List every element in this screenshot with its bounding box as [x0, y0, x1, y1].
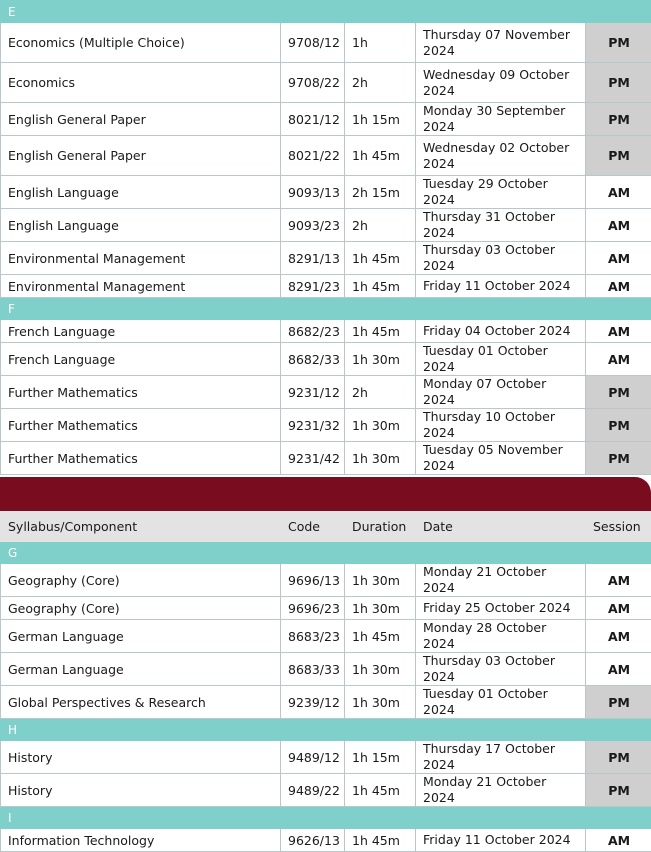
table-row — [1, 686, 651, 719]
table-row — [1, 597, 651, 620]
cell-date: Thursday 17 October 2024 — [416, 741, 586, 774]
cell-date: Tuesday 29 October 2024 — [416, 176, 586, 209]
section-divider-banner — [0, 477, 651, 511]
section-letter-row — [1, 719, 651, 741]
table-row — [1, 829, 651, 852]
cell-syllabus: Economics — [1, 63, 281, 103]
cell-date: Monday 07 October 2024 — [416, 376, 586, 409]
cell-duration: 1h 45m — [345, 774, 416, 807]
cell-duration: 2h 15m — [345, 176, 416, 209]
table-row — [1, 620, 651, 653]
cell-code: 8021/12 — [281, 103, 345, 136]
cell-duration: 1h 30m — [345, 597, 416, 620]
header-session: Session — [586, 512, 651, 542]
cell-syllabus: Geography (Core) — [1, 597, 281, 620]
cell-session: PM — [586, 23, 651, 63]
section-letter: G — [1, 542, 651, 564]
cell-duration: 1h 30m — [345, 343, 416, 376]
cell-session: PM — [586, 409, 651, 442]
cell-code: 9093/23 — [281, 209, 345, 242]
table-row — [1, 209, 651, 242]
cell-syllabus: English Language — [1, 209, 281, 242]
cell-session: AM — [586, 620, 651, 653]
cell-duration: 1h — [345, 23, 416, 63]
cell-syllabus: English General Paper — [1, 103, 281, 136]
cell-duration: 1h 30m — [345, 442, 416, 475]
section-letter: I — [1, 807, 651, 829]
cell-duration: 1h 45m — [345, 320, 416, 343]
cell-code: 9708/12 — [281, 23, 345, 63]
section-letter-row — [1, 807, 651, 829]
cell-session: PM — [586, 774, 651, 807]
cell-syllabus: German Language — [1, 653, 281, 686]
cell-code: 9231/32 — [281, 409, 345, 442]
cell-syllabus: German Language — [1, 620, 281, 653]
cell-duration: 1h 45m — [345, 620, 416, 653]
table-row — [1, 741, 651, 774]
cell-code: 8291/23 — [281, 275, 345, 298]
table-row — [1, 320, 651, 343]
cell-duration: 2h — [345, 209, 416, 242]
cell-date: Thursday 31 October 2024 — [416, 209, 586, 242]
cell-duration: 1h 45m — [345, 275, 416, 298]
cell-session: AM — [586, 653, 651, 686]
cell-session: PM — [586, 686, 651, 719]
section-letter-row — [1, 298, 651, 320]
header-date: Date — [416, 512, 586, 542]
cell-code: 9093/13 — [281, 176, 345, 209]
cell-session: AM — [586, 829, 651, 852]
cell-syllabus: English General Paper — [1, 136, 281, 176]
cell-code: 8682/33 — [281, 343, 345, 376]
cell-duration: 2h — [345, 376, 416, 409]
cell-syllabus: French Language — [1, 320, 281, 343]
cell-date: Friday 04 October 2024 — [416, 320, 586, 343]
cell-duration: 1h 45m — [345, 829, 416, 852]
section-letter: H — [1, 719, 651, 741]
cell-code: 8682/23 — [281, 320, 345, 343]
table-row — [1, 343, 651, 376]
table-row — [1, 103, 651, 136]
cell-code: 9231/12 — [281, 376, 345, 409]
table-row — [1, 774, 651, 807]
section-letter: F — [1, 298, 651, 320]
cell-code: 9489/22 — [281, 774, 345, 807]
cell-date: Thursday 03 October 2024 — [416, 653, 586, 686]
cell-code: 9626/13 — [281, 829, 345, 852]
table-header-row — [1, 512, 651, 542]
cell-session: AM — [586, 275, 651, 298]
cell-syllabus: Geography (Core) — [1, 564, 281, 597]
section-letter: E — [1, 1, 651, 23]
cell-syllabus: History — [1, 774, 281, 807]
cell-date: Friday 11 October 2024 — [416, 829, 586, 852]
cell-session: AM — [586, 320, 651, 343]
cell-duration: 2h — [345, 63, 416, 103]
cell-session: PM — [586, 63, 651, 103]
cell-date: Monday 21 October 2024 — [416, 774, 586, 807]
cell-code: 9708/22 — [281, 63, 345, 103]
cell-date: Thursday 10 October 2024 — [416, 409, 586, 442]
cell-syllabus: Global Perspectives & Research — [1, 686, 281, 719]
table-row — [1, 63, 651, 103]
table-row — [1, 275, 651, 298]
timetable-bottom — [0, 511, 651, 852]
section-letter-row — [1, 1, 651, 23]
cell-duration: 1h 30m — [345, 686, 416, 719]
cell-session: AM — [586, 242, 651, 275]
cell-code: 9489/12 — [281, 741, 345, 774]
cell-session: PM — [586, 741, 651, 774]
cell-syllabus: Further Mathematics — [1, 376, 281, 409]
cell-syllabus: English Language — [1, 176, 281, 209]
table-row — [1, 442, 651, 475]
cell-duration: 1h 15m — [345, 103, 416, 136]
cell-date: Wednesday 02 October 2024 — [416, 136, 586, 176]
cell-date: Tuesday 01 October 2024 — [416, 686, 586, 719]
cell-date: Wednesday 09 October 2024 — [416, 63, 586, 103]
cell-syllabus: History — [1, 741, 281, 774]
cell-duration: 1h 45m — [345, 136, 416, 176]
cell-session: AM — [586, 343, 651, 376]
cell-date: Monday 30 September 2024 — [416, 103, 586, 136]
table-row — [1, 409, 651, 442]
cell-syllabus: Further Mathematics — [1, 409, 281, 442]
table-row — [1, 564, 651, 597]
cell-code: 9239/12 — [281, 686, 345, 719]
table-row — [1, 376, 651, 409]
cell-syllabus: Environmental Management — [1, 242, 281, 275]
table-row — [1, 136, 651, 176]
cell-syllabus: Economics (Multiple Choice) — [1, 23, 281, 63]
cell-date: Tuesday 05 November 2024 — [416, 442, 586, 475]
cell-code: 8291/13 — [281, 242, 345, 275]
cell-syllabus: Environmental Management — [1, 275, 281, 298]
cell-session: AM — [586, 597, 651, 620]
cell-session: AM — [586, 564, 651, 597]
cell-code: 8683/33 — [281, 653, 345, 686]
cell-session: AM — [586, 176, 651, 209]
cell-session: PM — [586, 103, 651, 136]
cell-session: PM — [586, 442, 651, 475]
table-row — [1, 23, 651, 63]
table-row — [1, 242, 651, 275]
cell-duration: 1h 45m — [345, 242, 416, 275]
cell-date: Thursday 03 October 2024 — [416, 242, 586, 275]
header-code: Code — [281, 512, 345, 542]
cell-session: PM — [586, 136, 651, 176]
section-letter-row — [1, 542, 651, 564]
cell-syllabus: Further Mathematics — [1, 442, 281, 475]
cell-date: Monday 28 October 2024 — [416, 620, 586, 653]
cell-date: Tuesday 01 October 2024 — [416, 343, 586, 376]
cell-session: PM — [586, 376, 651, 409]
cell-code: 8683/23 — [281, 620, 345, 653]
cell-syllabus: French Language — [1, 343, 281, 376]
cell-syllabus: Information Technology — [1, 829, 281, 852]
cell-code: 8021/22 — [281, 136, 345, 176]
table-row — [1, 653, 651, 686]
cell-duration: 1h 30m — [345, 564, 416, 597]
cell-session: AM — [586, 209, 651, 242]
cell-date: Thursday 07 November 2024 — [416, 23, 586, 63]
cell-code: 9231/42 — [281, 442, 345, 475]
cell-duration: 1h 30m — [345, 409, 416, 442]
cell-date: Friday 25 October 2024 — [416, 597, 586, 620]
cell-duration: 1h 30m — [345, 653, 416, 686]
table-row — [1, 176, 651, 209]
cell-code: 9696/23 — [281, 597, 345, 620]
header-syllabus: Syllabus/Component — [1, 512, 281, 542]
header-duration: Duration — [345, 512, 416, 542]
cell-duration: 1h 15m — [345, 741, 416, 774]
cell-date: Monday 21 October 2024 — [416, 564, 586, 597]
cell-date: Friday 11 October 2024 — [416, 275, 586, 298]
cell-code: 9696/13 — [281, 564, 345, 597]
